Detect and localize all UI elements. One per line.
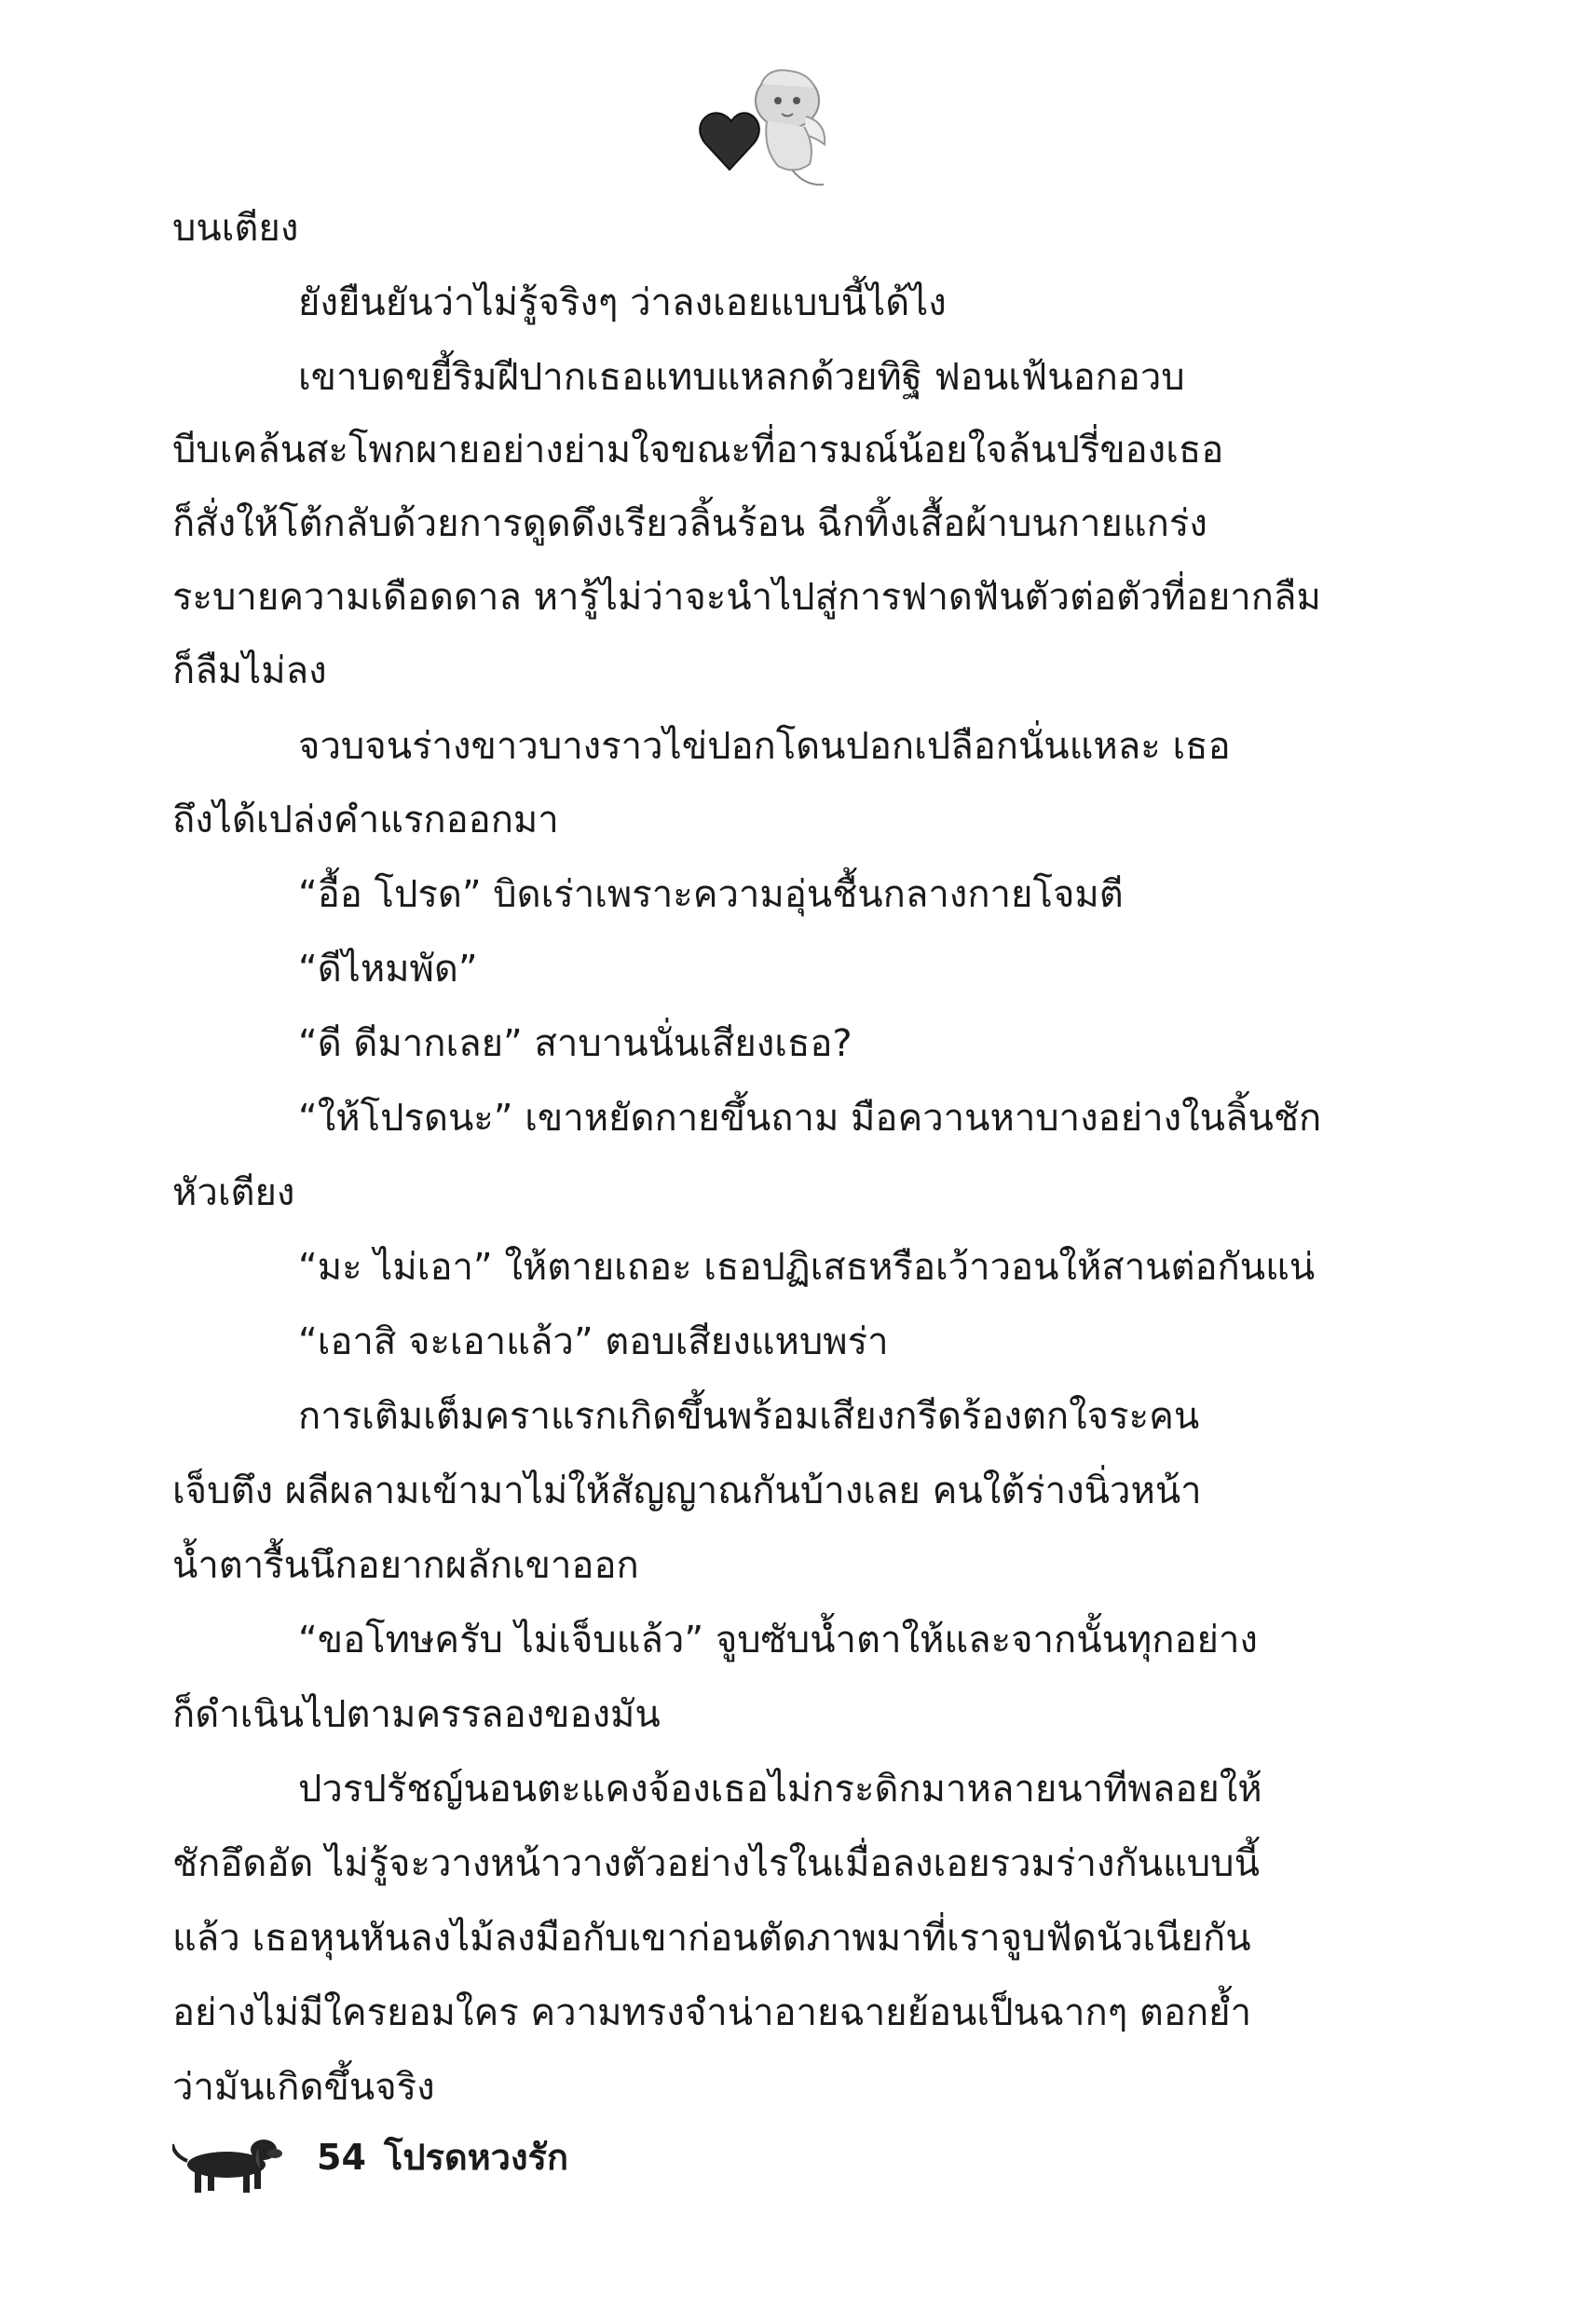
cupid-heart-icon xyxy=(694,65,834,196)
text-line: แล้ว เธอหุนหันลงไม้ลงมือกับเขาก่อนตัดภาพมาที่เราจูบฟัดนัวเนียกัน xyxy=(172,1917,1251,1960)
dachshund-icon xyxy=(172,2129,284,2199)
text-line: ชักอึดอัด ไม่รู้จะวางหน้าวางตัวอย่างไรในเมื่อลงเอยรวมร่างกันแบบนี้ xyxy=(172,1842,1260,1885)
text-line: เจ็บตึง ผลีผลามเข้ามาไม่ให้สัญญาณกันบ้างเลย คนใต้ร่างนิ่วหน้า xyxy=(172,1470,1202,1512)
footer-page-number: 54 xyxy=(317,2137,366,2178)
footer-book-title: โปรดหวงรัก xyxy=(384,2137,568,2178)
text-line: ก็ดำเนินไปตามครรลองของมัน xyxy=(172,1693,661,1736)
text-line: ปวรปรัชญ์นอนตะแคงจ้องเธอไม่กระดิกมาหลายนาทีพลอยให้ xyxy=(298,1768,1262,1811)
text-line: ระบายความเดือดดาล หารู้ไม่ว่าจะนำไปสู่การฟาดฟันตัวต่อตัวที่อยากลืม xyxy=(172,576,1321,619)
text-line: การเติมเต็มคราแรกเกิดขึ้นพร้อมเสียงกรีดร้องตกใจระคน xyxy=(298,1395,1200,1438)
text-line: ถึงได้เปล่งคำแรกออกมา xyxy=(172,799,559,841)
text-line: “ขอโทษครับ ไม่เจ็บแล้ว” จูบซับน้ำตาให้และจากนั้นทุกอย่าง xyxy=(298,1619,1258,1661)
text-line: “เอาสิ จะเอาแล้ว” ตอบเสียงแหบพร่า xyxy=(298,1320,889,1363)
text-line: “ให้โปรดนะ” เขาหยัดกายขึ้นถาม มือควานหาบางอย่างในลิ้นชัก xyxy=(298,1097,1322,1140)
text-line: ก็สั่งให้โต้กลับด้วยการดูดดึงเรียวลิ้นร้อน ฉีกทิ้งเสื้อผ้าบนกายแกร่ง xyxy=(172,502,1207,545)
text-line: จวบจนร่างขาวบางราวไข่ปอกโดนปอกเปลือกนั่นแหละ เธอ xyxy=(298,725,1231,768)
text-line: บีบเคล้นสะโพกผายอย่างย่ามใจขณะที่อารมณ์น้อยใจล้นปรี่ของเธอ xyxy=(172,429,1224,472)
text-line: อย่างไม่มีใครยอมใคร ความทรงจำน่าอายฉายย้อนเป็นฉากๆ ตอกย้ำ xyxy=(172,1991,1252,2034)
text-line: “มะ ไม่เอา” ให้ตายเถอะ เธอปฏิเสธหรือเว้าวอนให้สานต่อกันแน่ xyxy=(298,1246,1316,1289)
text-line: หัวเตียง xyxy=(172,1171,295,1214)
text-line: ก็ลืมไม่ลง xyxy=(172,650,327,692)
text-line: ว่ามันเกิดขึ้นจริง xyxy=(172,2066,435,2109)
text-line: บนเตียง xyxy=(172,207,299,250)
text-line: เขาบดขยี้ริมฝีปากเธอแทบแหลกด้วยทิฐิ ฟอนเฟ้นอกอวบ xyxy=(298,356,1185,399)
text-line: “อื้อ โปรด” บิดเร่าเพราะความอุ่นชื้นกลางกายโจมตี xyxy=(298,873,1124,916)
text-line: น้ำตารื้นนึกอยากผลักเขาออก xyxy=(172,1544,639,1587)
text-line: “ดี ดีมากเลย” สาบานนั่นเสียงเธอ? xyxy=(298,1022,853,1065)
text-line: “ดีไหมพัด” xyxy=(298,948,478,991)
text-line: ยังยืนยันว่าไม่รู้จริงๆ ว่าลงเอยแบบนี้ได้ไง xyxy=(298,281,947,324)
